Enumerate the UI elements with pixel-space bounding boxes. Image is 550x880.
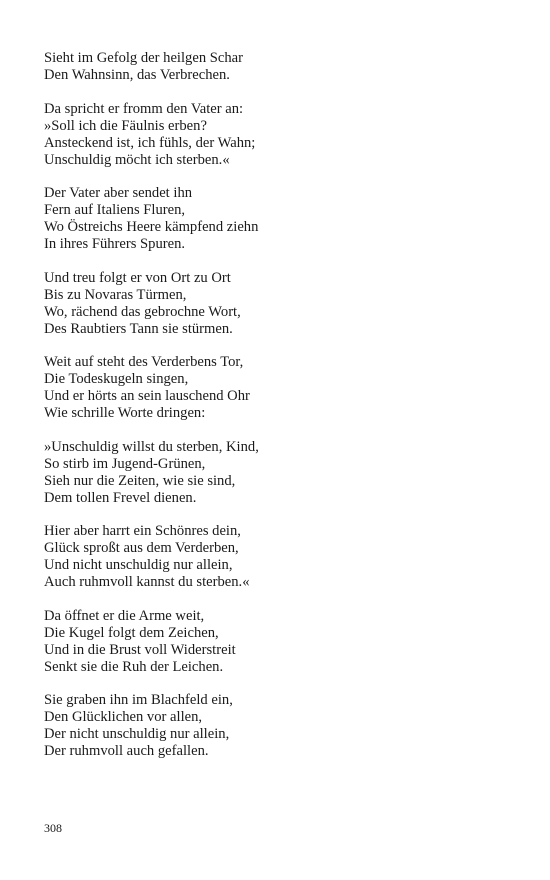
poem-line: Und er hörts an sein lauschend Ohr bbox=[44, 388, 250, 404]
poem-line: Der nicht unschuldig nur allein, bbox=[44, 726, 230, 742]
stanza-4 bbox=[44, 270, 514, 338]
poem-line: Fern auf Italiens Fluren, bbox=[44, 202, 186, 218]
poem-line: Sie graben ihn im Blachfeld ein, bbox=[44, 692, 233, 708]
poem-line: Glück sproßt aus dem Verderben, bbox=[44, 540, 239, 556]
poem-line: Und in die Brust voll Widerstreit bbox=[44, 641, 236, 658]
poem-line: Den Glücklichen vor allen, bbox=[44, 709, 203, 725]
stanza-9 bbox=[44, 692, 514, 760]
stanza-8 bbox=[44, 608, 514, 676]
poem-line: Hier aber harrt ein Schönres dein, bbox=[44, 523, 241, 539]
poem-line: Wo Östreichs Heere kämpfend ziehn bbox=[44, 219, 259, 235]
poem-line: Die Kugel folgt dem Zeichen, bbox=[44, 624, 219, 641]
stanza-3 bbox=[44, 185, 514, 253]
poem-line: Den Wahnsinn, das Verbrechen. bbox=[44, 67, 230, 83]
stanza-2 bbox=[44, 101, 514, 169]
poem-line: In ihres Führers Spuren. bbox=[44, 236, 186, 252]
poem-line: Der ruhmvoll auch gefallen. bbox=[44, 743, 209, 759]
poem-line: Ansteckend ist, ich fühls, der Wahn; bbox=[44, 134, 256, 151]
poem-line: Da spricht er fromm den Vater an: bbox=[44, 100, 244, 117]
poem-line: Da öffnet er die Arme weit, bbox=[44, 607, 205, 624]
poem-line: Wie schrille Worte dringen: bbox=[44, 405, 206, 421]
poem-line: Die Todeskugeln singen, bbox=[44, 371, 189, 387]
poem-line: Und nicht unschuldig nur allein, bbox=[44, 557, 233, 573]
poem-line: Auch ruhmvoll kannst du sterben.« bbox=[44, 574, 250, 590]
poem-line: Des Raubtiers Tann sie stürmen. bbox=[44, 320, 233, 337]
poem-line: Wo, rächend das gebrochne Wort, bbox=[44, 303, 241, 320]
poem-line: »Unschuldig willst du sterben, Kind, bbox=[44, 438, 259, 455]
poem-line: Unschuldig möcht ich sterben.« bbox=[44, 151, 230, 168]
poem-line: Dem tollen Frevel dienen. bbox=[44, 489, 197, 506]
poem-line: Bis zu Novaras Türmen, bbox=[44, 286, 187, 303]
stanza-5 bbox=[44, 354, 514, 422]
poem-line: Sieht im Gefolg der heilgen Schar bbox=[44, 50, 243, 66]
poem-line: Senkt sie die Ruh der Leichen. bbox=[44, 658, 224, 675]
poem-text bbox=[44, 50, 514, 777]
stanza-7 bbox=[44, 523, 514, 591]
poem-line: Und treu folgt er von Ort zu Ort bbox=[44, 269, 231, 286]
page-number: 308 bbox=[44, 821, 62, 835]
poem-line: Sieh nur die Zeiten, wie sie sind, bbox=[44, 472, 236, 489]
poem-line: »Soll ich die Fäulnis erben? bbox=[44, 117, 207, 134]
stanza-6 bbox=[44, 439, 514, 507]
poem-line: So stirb im Jugend-Grünen, bbox=[44, 455, 206, 472]
poem-line: Der Vater aber sendet ihn bbox=[44, 185, 193, 201]
stanza-1 bbox=[44, 50, 514, 84]
poem-line: Weit auf steht des Verderbens Tor, bbox=[44, 354, 244, 370]
